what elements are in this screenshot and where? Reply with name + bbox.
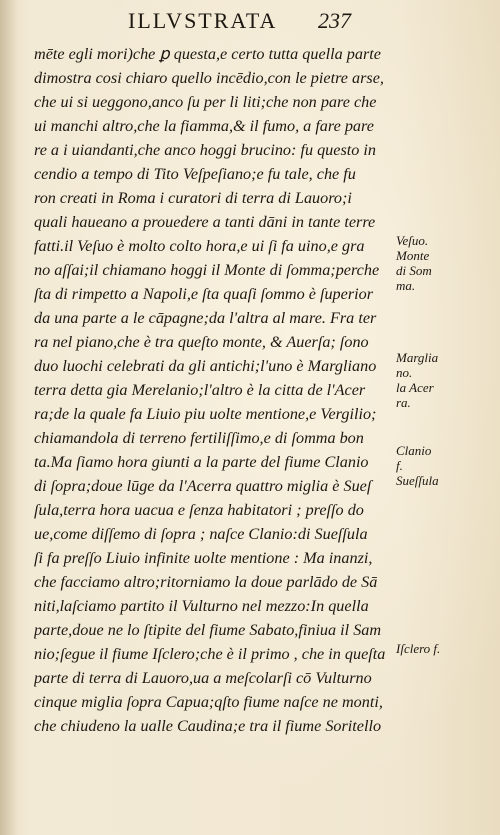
text-line: nio;ſegue il fiume Iſclero;che è il primo , che in queſta [34, 645, 386, 663]
running-title: ILLVSTRATA [128, 8, 278, 33]
margin-text: ma. [396, 278, 416, 293]
text-line: duo luochi celebrati da gli antichi;l'uno è Margliano [34, 357, 377, 375]
text-line: che chiudeno la ualle Caudina;e tra il fiume Soritello [34, 717, 382, 735]
margin-text: no. [396, 365, 413, 380]
text-line: quali haueano a prouedere a tanti dāni in tante terre [34, 213, 376, 231]
text-line: ſi fa preſſo Liuio infinite uolte mentione : Ma inanzi, [34, 549, 373, 567]
margin-text: Iſclero f. [396, 641, 441, 656]
text-line: ui manchi altro,che la fiamma,& il fumo, a fare pare [34, 117, 374, 135]
text-line: cendio a tempo di Tito Veſpeſiano;e fu tale, che fu [34, 165, 356, 183]
page-number: 237 [318, 8, 351, 33]
margin-text: Veſuo. [396, 233, 429, 248]
text-line: ra nel piano,che è tra queſto monte, & Auerſa; ſono [34, 333, 369, 351]
margin-text: la Acer [396, 380, 434, 395]
text-line: che facciamo altro;ritorniamo la doue parlādo de Sā [34, 573, 378, 591]
margin-text: ra. [396, 395, 411, 410]
marginal-note-isclero [396, 641, 466, 656]
margin-text: Sueſſula [396, 473, 439, 488]
marginal-note-vesuvio [396, 233, 466, 293]
text-line: re a i uiandanti,che anco hoggi brucino: fu questo in [34, 141, 376, 159]
marginal-note-margliano [396, 350, 466, 410]
text-line: parte,doue ne lo ſtipite del fiume Sabato,finiua il Sam [34, 621, 382, 639]
text-line: ſula,terra hora uacua e ſenza habitatori ; preſſo do [34, 501, 364, 519]
text-line: no aſſai;il chiamano hoggi il Monte di ſomma;perche [34, 261, 380, 279]
text-line: cinque miglia ſopra Capua;qſto fiume naſce ne monti, [34, 693, 383, 711]
main-text-block [34, 42, 396, 738]
text-line: ron creati in Roma i curatori di terra di Lauoro;i [34, 189, 352, 207]
text-line: niti,laſciamo partito il Vulturno nel mezzo:In quella [34, 597, 369, 615]
margin-text: di Som [396, 263, 432, 278]
margin-text: f. [396, 458, 403, 473]
text-line: chiamandola di terreno fertiliſſimo,e di ſomma bon [34, 429, 364, 447]
text-line: ue,come diſſemo di ſopra ; naſce Clanio:di Sueſſula [34, 525, 368, 543]
text-line: terra detta gia Merelanio;l'altro è la citta de l'Acer [34, 381, 366, 399]
margin-text: Clanio [396, 443, 432, 458]
text-line: fatti.il Veſuo è molto colto hora,e ui ſi fa uino,e gra [34, 237, 365, 255]
text-line: di ſopra;doue lūge da l'Acerra quattro miglia è Sueſ [34, 477, 372, 495]
text-line: ta.Ma ſiamo hora giunti a la parte del fiume Clanio [34, 453, 369, 471]
gutter-shadow [0, 0, 18, 835]
text-line: ſta di rimpetto a Napoli,e ſta quaſi ſommo è ſuperior [34, 285, 374, 303]
text-line: mēte egli mori)che ꝑ questa,e certo tutta quella parte [34, 45, 381, 63]
text-line: dimostra cosi chiaro quello incēdio,con le pietre arse, [34, 69, 384, 87]
text-line: da una parte a le cāpagne;da l'altra al mare. Fra ter [34, 309, 377, 327]
page-header [0, 8, 500, 38]
text-line: ra;de la quale fa Liuio piu uolte mentione,e Vergilio; [34, 405, 377, 423]
text-line: che ui si ueggono,anco ſu per li liti;che non pare che [34, 93, 377, 111]
margin-text: Marglia [396, 350, 439, 365]
margin-text: Monte [396, 248, 430, 263]
text-line: parte di terra di Lauoro,ua a meſcolarſi cō Vulturno [34, 669, 372, 687]
marginal-note-clanio [396, 443, 466, 488]
